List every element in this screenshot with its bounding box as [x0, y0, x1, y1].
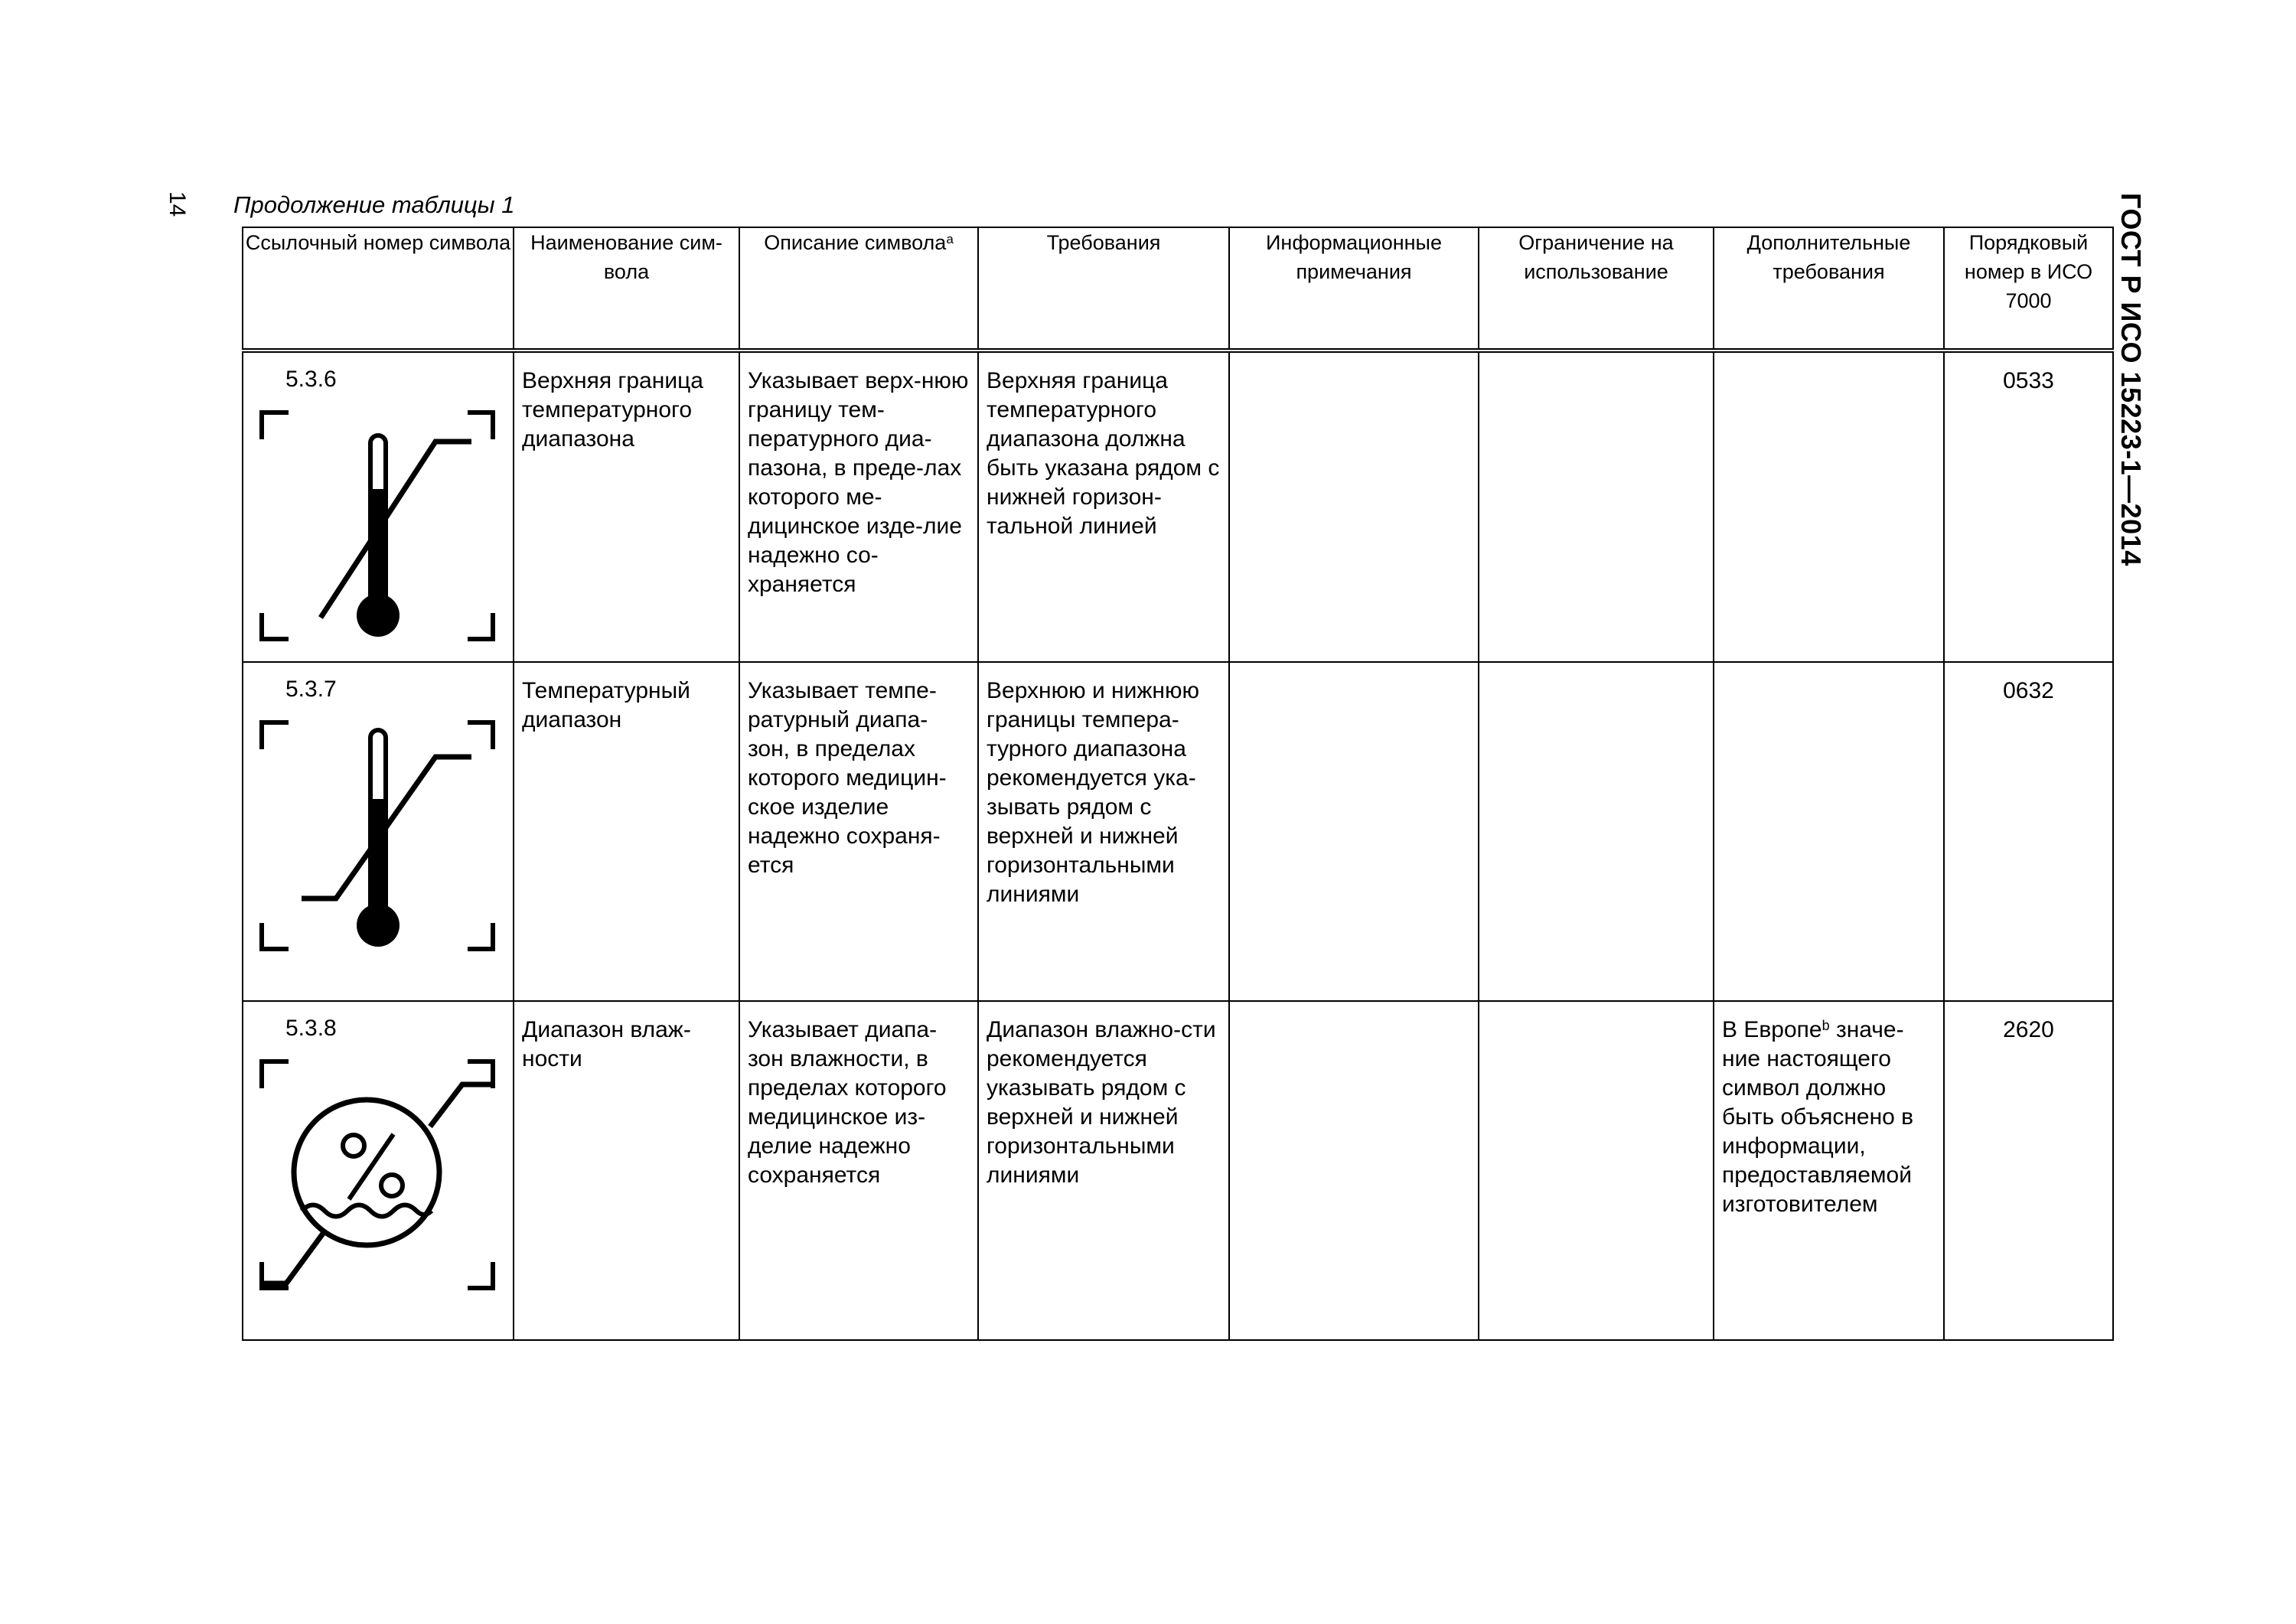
additional-cell — [1714, 351, 1944, 662]
header-info: Информационные примечания — [1229, 227, 1479, 351]
symbol-additional — [1714, 353, 1943, 367]
symbol-additional — [1714, 1002, 1943, 1219]
symbol-name: Температурный диапазон — [522, 678, 690, 732]
iso-number-cell — [1944, 1001, 2113, 1340]
table-continuation-caption: Продолжение таблицы 1 — [233, 191, 515, 218]
restriction-cell — [1479, 351, 1714, 662]
symbol-requirements: Верхнюю и нижнюю границы темпера-турного диапазона рекомендуется ука-зывать рядом с верхней и нижней горизонтальными линиями — [987, 678, 1199, 907]
iso-number-cell — [1944, 351, 2113, 662]
requirements-cell — [978, 351, 1229, 662]
description-cell — [739, 1001, 978, 1340]
symbol-description: Указывает темпе-ратурный диапа-зон, в пределах которого медицин-ское изделие надежно сохраня-ется — [748, 678, 947, 878]
info-cell — [1229, 1001, 1479, 1340]
ref-number: 5.3.7 — [285, 677, 337, 702]
ref-cell — [243, 1001, 514, 1340]
symbol-additional — [1714, 663, 1943, 677]
additional-lead: В Европе — [1722, 1017, 1822, 1042]
header-additional: Дополнительные требования — [1714, 227, 1944, 351]
additional-cell — [1714, 1001, 1944, 1340]
restriction-cell — [1479, 662, 1714, 1001]
description-cell — [739, 351, 978, 662]
ref-number: 5.3.8 — [285, 1016, 337, 1041]
symbol-info — [1230, 353, 1478, 367]
symbol-requirements: Верхняя граница температурного диапазона должна быть указана рядом с нижней горизон-тальной линией — [987, 368, 1220, 539]
header-requirements: Требования — [978, 227, 1229, 351]
ref-number: 5.3.6 — [285, 367, 337, 392]
ref-cell — [243, 351, 514, 662]
header-restriction: Ограничение на использование — [1479, 227, 1714, 351]
requirements-cell — [978, 662, 1229, 1001]
footnote-marker-b: b — [1821, 1018, 1830, 1033]
name-cell — [514, 351, 739, 662]
table-header-row — [243, 227, 2113, 351]
description-cell — [739, 662, 978, 1001]
symbol-restriction — [1479, 353, 1713, 367]
symbol-requirements: Диапазон влажно-сти рекомендуется указывать рядом с верхней и нижней горизонтальными линиями — [987, 1017, 1216, 1188]
header-name: Наименование сим-вола — [514, 227, 739, 351]
header-description-text: Описание символа — [764, 231, 947, 254]
header-description — [739, 227, 978, 351]
temperature-limit-icon — [256, 715, 501, 960]
symbol-info — [1230, 663, 1478, 677]
humidity-limitation-icon — [256, 1054, 501, 1299]
symbol-description: Указывает диапа-зон влажности, в пределах которого медицинское из-делие надежно сохраняется — [748, 1017, 947, 1188]
info-cell — [1229, 662, 1479, 1001]
symbol-description: Указывает верх-нюю границу тем-пературного диа-пазона, в преде-лах которого ме-дицинское изде-лие надежно со-храняется — [748, 368, 969, 597]
symbol-restriction — [1479, 1002, 1713, 1016]
symbols-table — [242, 227, 2114, 1341]
header-ref: Ссылочный номер символа — [243, 227, 514, 351]
standard-designation: ГОСТ Р ИСО 15223-1—2014 — [2115, 193, 2147, 566]
requirements-cell — [978, 1001, 1229, 1340]
info-cell — [1229, 351, 1479, 662]
symbol-name: Диапазон влаж-ности — [522, 1017, 691, 1071]
table-row — [243, 1001, 2113, 1340]
table-row — [243, 662, 2113, 1001]
iso-number: 2620 — [2003, 1017, 2054, 1042]
restriction-cell — [1479, 1001, 1714, 1340]
footnote-marker-a: a — [946, 232, 954, 246]
iso-number-cell — [1944, 662, 2113, 1001]
symbol-name: Верхняя граница температурного диапазона — [522, 368, 703, 452]
name-cell — [514, 1001, 739, 1340]
name-cell — [514, 662, 739, 1001]
iso-number: 0533 — [2003, 368, 2054, 393]
upper-temperature-limit-icon — [256, 405, 501, 650]
table-row — [243, 351, 2113, 662]
ref-cell — [243, 662, 514, 1001]
page-number: 14 — [165, 191, 190, 217]
additional-text: значе-ние настоящего символ должно быть объяснено в информации, предоставляемой изготовителем — [1722, 1017, 1914, 1217]
header-iso-number: Порядковый номер в ИСО 7000 — [1944, 227, 2113, 351]
symbol-info — [1230, 1002, 1478, 1016]
symbol-restriction — [1479, 663, 1713, 677]
additional-cell — [1714, 662, 1944, 1001]
iso-number: 0632 — [2003, 678, 2054, 703]
